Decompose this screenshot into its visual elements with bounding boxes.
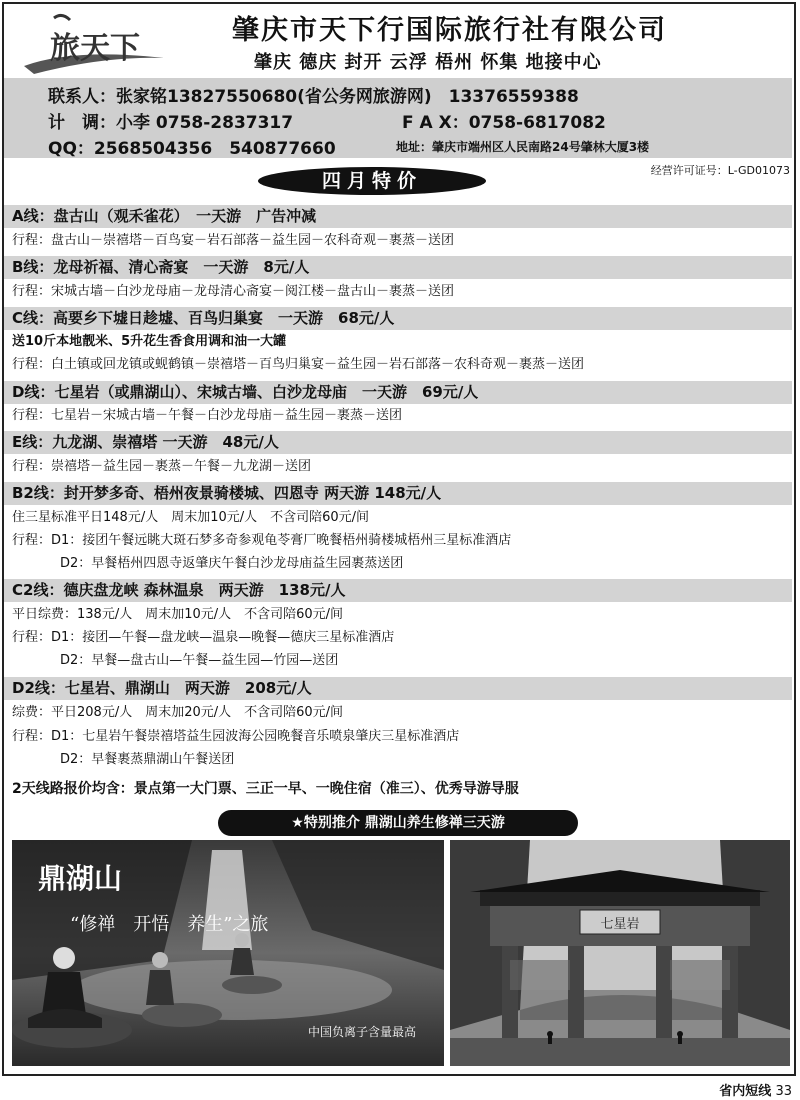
route-c2-title: C2线：德庆盘龙峡 森林温泉 两天游 138元/人 bbox=[4, 579, 792, 602]
route-e-itinerary: 行程：崇禧塔－益生园－裹蒸－午餐－九龙湖－送团 bbox=[12, 459, 312, 474]
archway-photo bbox=[450, 840, 790, 1066]
route-d-title: D线：七星岩（或鼎湖山）、宋城古墙、白沙龙母庙 一天游 69元/人 bbox=[4, 381, 792, 404]
route-a-itinerary: 行程：盘古山－崇禧塔－百鸟宴－岩石部落－益生园－农科奇观－裹蒸－送团 bbox=[12, 233, 455, 248]
route-d2-day2: D2：早餐裹蒸鼎湖山午餐送团 bbox=[60, 752, 235, 767]
company-logo bbox=[14, 8, 174, 78]
route-b2-day2: D2：早餐梧州四恩寺返肇庆午餐白沙龙母庙益生园裹蒸送团 bbox=[60, 556, 404, 571]
route-d-itinerary: 行程：七星岩－宋城古墙－午餐－白沙龙母庙－益生园－裹蒸－送团 bbox=[12, 408, 403, 423]
route-c2-day2: D2：早餐—盘古山—午餐—益生园—竹园—送团 bbox=[60, 653, 339, 668]
april-special-banner: 四月特价 bbox=[258, 167, 486, 195]
logo-text: 旅天下 bbox=[50, 31, 140, 66]
route-b2-price: 住三星标准平日148元/人 周末加10元/人 不含司陪60元/间 bbox=[12, 510, 370, 525]
archway-plaque: 七星岩 bbox=[600, 917, 640, 932]
special-recommendation-banner: ★特别推介 鼎湖山养生修禅三天游 bbox=[218, 810, 578, 836]
route-d2-price: 综费：平日208元/人 周末加20元/人 不含司陪60元/间 bbox=[12, 705, 344, 720]
contact-person: 联系人：张家铭13827550680(省公务网旅游网) 13376559388 bbox=[48, 87, 579, 107]
route-e-title: E线：九龙湖、崇禧塔 一天游 48元/人 bbox=[4, 431, 792, 454]
service-cities: 肇庆 德庆 封开 云浮 梧州 怀集 地接中心 bbox=[254, 52, 602, 73]
two-day-price-includes: 2天线路报价均含：景点第一大门票、三正一早、一晚住宿（准三）、优秀导游导服 bbox=[12, 781, 519, 797]
route-b-title: B线：龙母祈福、清心斋宴 一天游 8元/人 bbox=[4, 256, 792, 279]
address: 地址：肇庆市端州区人民南路24号肇林大厦3楼 bbox=[396, 140, 650, 154]
dinghu-meditation-photo bbox=[12, 840, 444, 1066]
page-number: 33 bbox=[775, 1084, 792, 1099]
photo-title: 鼎湖山 bbox=[38, 862, 123, 895]
dispatch-phone: 计 调：小李 0758-2837317 bbox=[48, 113, 294, 133]
route-b2-title: B2线：封开梦多奇、梧州夜景骑楼城、四恩寺 两天游 148元/人 bbox=[4, 482, 792, 505]
route-b-itinerary: 行程：宋城古墙－白沙龙母庙－龙母清心斋宴－阅江楼－盘古山－裹蒸－送团 bbox=[12, 284, 455, 299]
route-c2-price: 平日综费：138元/人 周末加10元/人 不含司陪60元/间 bbox=[12, 607, 344, 622]
route-c-title: C线：高要乡下墟日趁墟、百鸟归巢宴 一天游 68元/人 bbox=[4, 307, 792, 330]
route-a-title: A线：盘古山（观禾雀花） 一天游 广告冲减 bbox=[4, 205, 792, 228]
photo-slogan: “修禅 开悟 养生”之旅 bbox=[70, 914, 269, 935]
route-c-gift: 送10斤本地靓米、5升花生香食用调和油一大罐 bbox=[12, 334, 287, 349]
route-c2-day1: 行程：D1：接团—午餐—盘龙峡—温泉—晚餐—德庆三星标准酒店 bbox=[12, 630, 395, 645]
contact-panel bbox=[4, 78, 792, 158]
license-number: 经营许可证号：L-GD01073 bbox=[650, 164, 790, 177]
qq-numbers: QQ：2568504356 540877660 bbox=[48, 139, 336, 159]
page-footer bbox=[719, 1080, 792, 1099]
photo-caption: 中国负离子含量最高 bbox=[308, 1025, 417, 1039]
fax-number: F A X：0758-6817082 bbox=[402, 113, 606, 133]
route-b2-day1: 行程：D1：接团午餐远眺大斑石梦多奇参观龟苓膏厂晚餐梧州骑楼城梧州三星标准酒店 bbox=[12, 533, 512, 548]
route-c-itinerary: 行程：白土镇或回龙镇或蚬鹤镇－崇禧塔－百鸟归巢宴－益生园－岩石部落－农科奇观－裹蒸－送团 bbox=[12, 357, 585, 372]
route-d2-title: D2线：七星岩、鼎湖山 两天游 208元/人 bbox=[4, 677, 792, 700]
route-d2-day1: 行程：D1：七星岩午餐崇禧塔益生园波海公园晚餐音乐喷泉肇庆三星标准酒店 bbox=[12, 729, 460, 744]
section-name: 省内短线 bbox=[719, 1084, 772, 1099]
company-name: 肇庆市天下行国际旅行社有限公司 bbox=[232, 15, 667, 46]
